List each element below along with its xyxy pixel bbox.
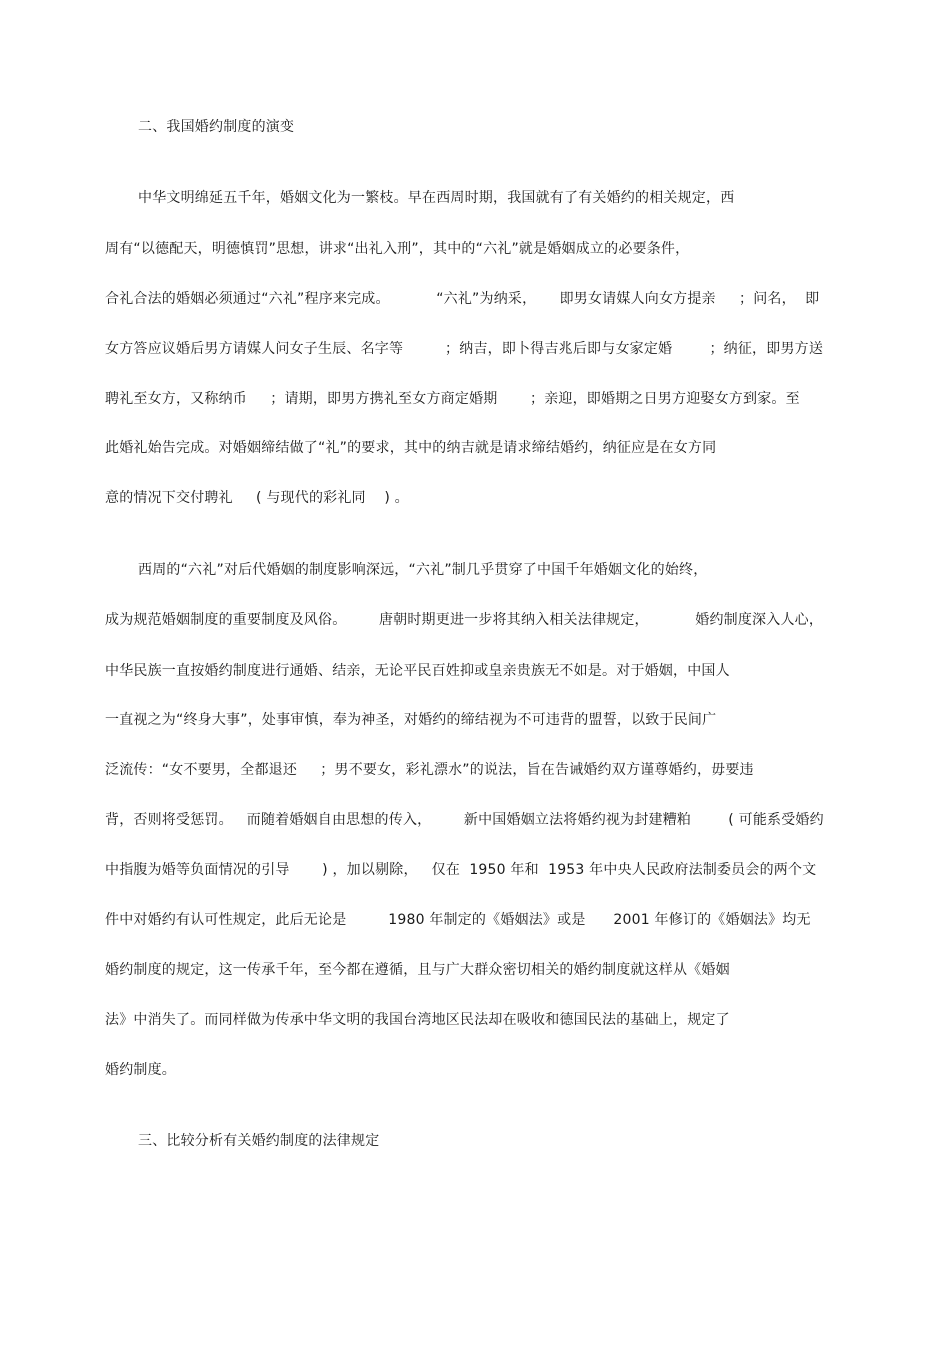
paragraph-1-line: 女方答应议婚后男方请媒人问女子生辰、名字等 ；纳吉，即卜得吉兆后即与女家定婚 ；纳征，即男方送 xyxy=(105,341,824,357)
section-3-heading: 三、比较分析有关婚约制度的法律规定 xyxy=(138,1133,380,1149)
section-2-heading: 二、我国婚约制度的演变 xyxy=(138,119,295,135)
paragraph-2-line: 背，否则将受惩罚。 而随着婚姻自由思想的传入， 新中国婚姻立法将婚约视为封建糟粕 ( 可能系受婚约 xyxy=(105,812,824,828)
paragraph-2-line: 泛流传：“女不要男，全都退还 ；男不要女，彩礼漂水”的说法，旨在告诫婚约双方谨尊婚约，毋要违 xyxy=(105,762,754,778)
paragraph-1-line: 周有“以德配天，明德慎罚”思想，讲求“出礼入刑”，其中的“六礼”就是婚姻成立的必要条件， xyxy=(105,241,690,257)
paragraph-1-line: 意的情况下交付聘礼 ( 与现代的彩礼同 ) 。 xyxy=(105,490,409,506)
paragraph-2-line: 婚约制度。 xyxy=(105,1062,176,1078)
paragraph-1-line: 此婚礼始告完成。对婚姻缔结做了“礼”的要求，其中的纳吉就是请求缔结婚约，纳征应是在女方同 xyxy=(105,440,717,456)
paragraph-2-line: 婚约制度的规定，这一传承千年，至今都在遵循，且与广大群众密切相关的婚约制度就这样从《婚姻 xyxy=(105,962,730,978)
paragraph-2-line: 成为规范婚姻制度的重要制度及风俗。 唐朝时期更进一步将其纳入相关法律规定， 婚约制度深入人心， xyxy=(105,612,824,628)
paragraph-2-line: 件中对婚约有认可性规定，此后无论是 1980 年制定的《婚姻法》或是 2001 年修订的《婚姻法》均无 xyxy=(105,912,811,928)
paragraph-1-line: 合礼合法的婚姻必须通过“六礼”程序来完成。 “六礼”为纳采， 即男女请媒人向女方提亲 ；问名， 即 xyxy=(105,291,820,307)
paragraph-2-line: 中华民族一直按婚约制度进行通婚、结亲，无论平民百姓抑或皇亲贵族无不如是。对于婚姻，中国人 xyxy=(105,663,730,679)
paragraph-2-line: 法》中消失了。而同样做为传承中华文明的我国台湾地区民法却在吸收和德国民法的基础上，规定了 xyxy=(105,1012,730,1028)
paragraph-1-line: 聘礼至女方，又称纳币 ；请期，即男方携礼至女方商定婚期 ；亲迎，即婚期之日男方迎娶女方到家。至 xyxy=(105,391,800,407)
paragraph-2-line: 中指腹为婚等负面情况的引导 ) ，加以剔除， 仅在 1950 年和 1953 年中央人民政府法制委员会的两个文 xyxy=(105,862,817,878)
paragraph-2-line: 西周的“六礼”对后代婚姻的制度影响深远，“六礼”制几乎贯穿了中国千年婚姻文化的始终， xyxy=(138,562,708,578)
paragraph-1-line: 中华文明绵延五千年，婚姻文化为一繁枝。早在西周时期，我国就有了有关婚约的相关规定，西 xyxy=(138,190,735,206)
paragraph-2-line: 一直视之为“终身大事”，处事审慎，奉为神圣，对婚约的缔结视为不可违背的盟誓，以致于民间广 xyxy=(105,712,717,728)
